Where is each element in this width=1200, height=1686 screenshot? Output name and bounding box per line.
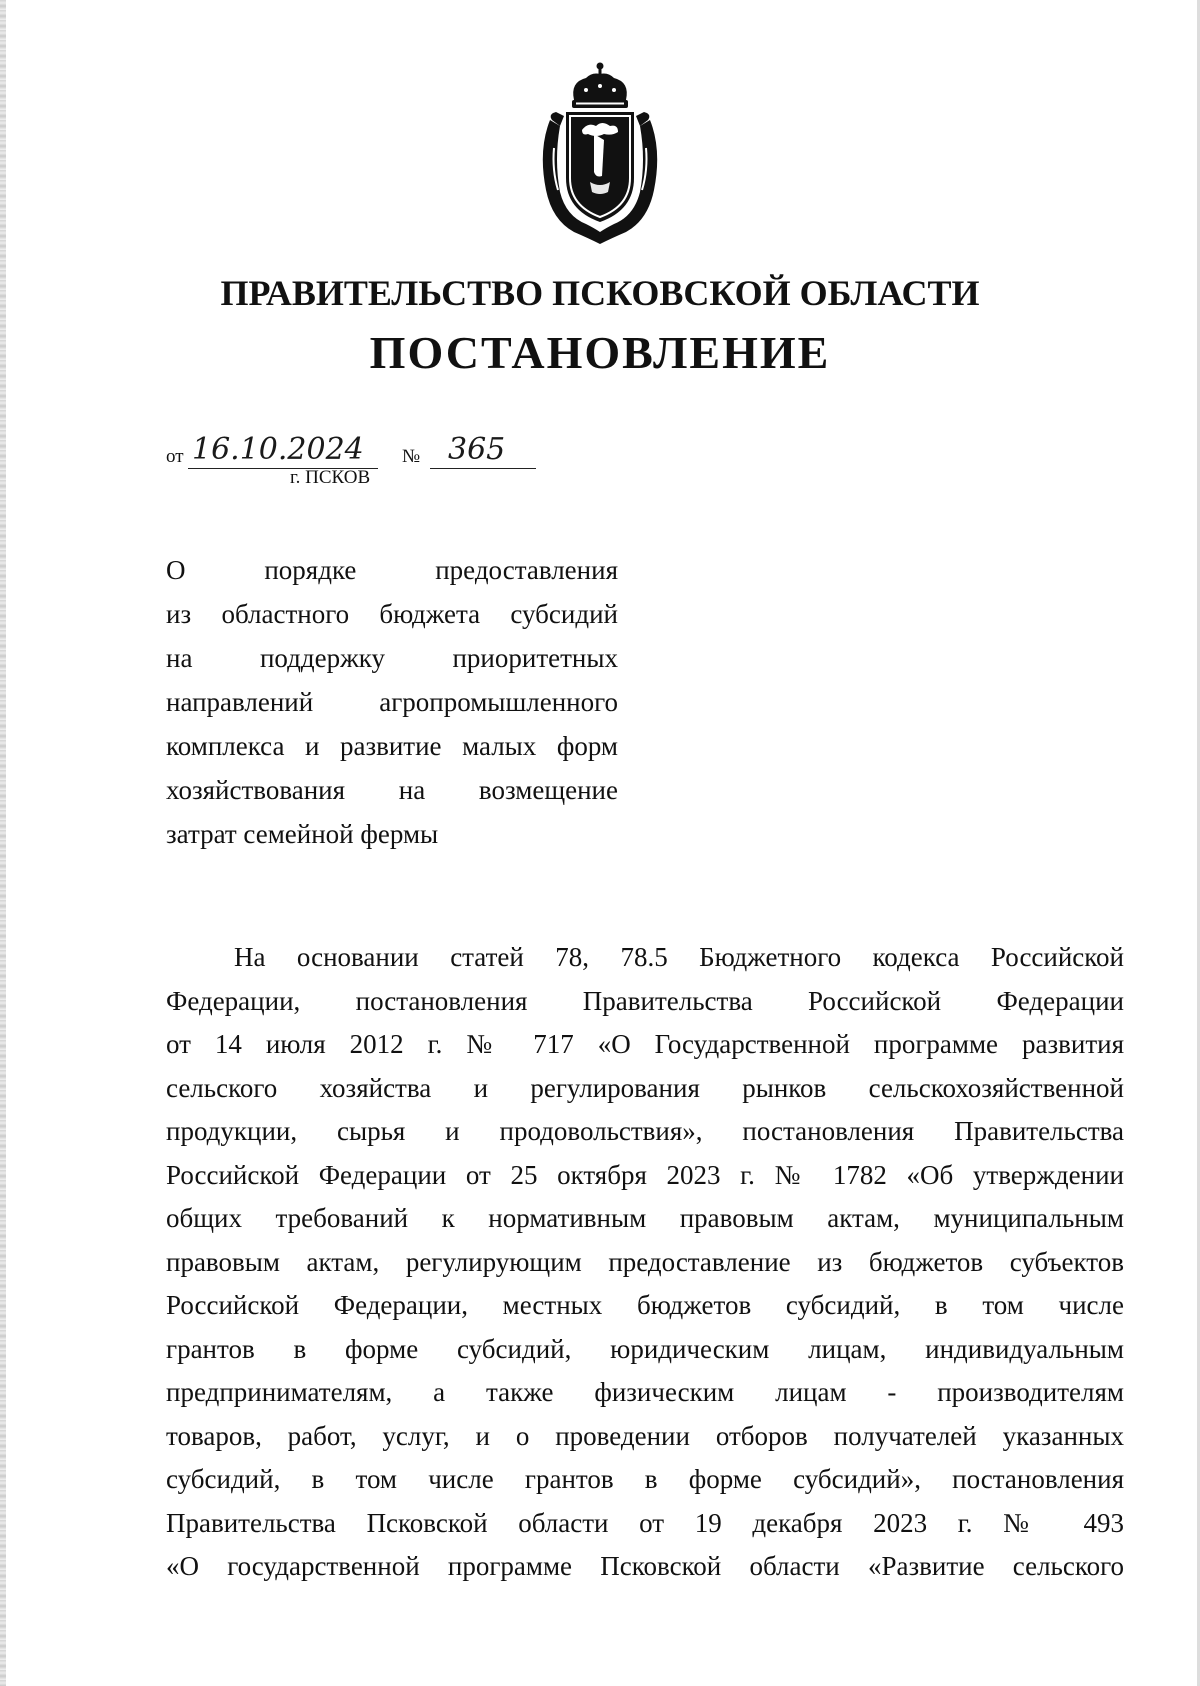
handwritten-date: 16.10.2024 [192, 432, 364, 467]
coat-of-arms-emblem [530, 60, 670, 245]
subject-line: О порядке предоставления [166, 555, 618, 585]
body-line: грантов в форме субсидий, юридическим лицам, индивидуальным [166, 1333, 1124, 1364]
scan-edge-left [0, 0, 6, 1686]
number-label: № [402, 446, 421, 467]
body-line: товаров, работ, услуг, и о проведении отборов получателей указанных [166, 1420, 1124, 1451]
subject-line: хозяйствования на возмещение [166, 775, 618, 805]
subject-line: направлений агропромышленного [166, 687, 618, 717]
from-label: от [166, 446, 184, 467]
organization-title: ПРАВИТЕЛЬСТВО ПСКОВСКОЙ ОБЛАСТИ [220, 273, 980, 313]
body-line: Российской Федерации, местных бюджетов субсидий, в том числе [166, 1290, 1124, 1320]
body-line: Правительства Псковской области от 19 декабря 2023 г. № 493 [166, 1507, 1124, 1538]
body-line: продукции, сырья и продовольствия», постановления Правительства [166, 1116, 1124, 1146]
city-label: г. ПСКОВ [290, 467, 371, 488]
subject-line: затрат семейной фермы [166, 819, 439, 849]
document-subject [166, 548, 618, 856]
body-line: от 14 июля 2012 г. № 717 «О Государственной программе развития [166, 1029, 1124, 1059]
subject-line: на поддержку приоритетных [166, 643, 618, 673]
body-line: субсидий, в том числе грантов в форме субсидий», постановления [166, 1464, 1124, 1494]
subject-line: комплекса и развитие малых форм [166, 731, 618, 761]
body-line: На основании статей 78, 78.5 Бюджетного кодекса Российской [234, 942, 1124, 972]
body-line: общих требований к нормативным правовым актам, муниципальным [166, 1203, 1124, 1233]
handwritten-number: 365 [448, 432, 506, 467]
body-line: правовым актам, регулирующим предоставление из бюджетов субъектов [166, 1246, 1124, 1277]
document-type-title: ПОСТАНОВЛЕНИЕ [369, 327, 831, 378]
body-line: предпринимателям, а также физическим лицам - производителям [166, 1377, 1124, 1407]
body-line: сельского хозяйства и регулирования рынков сельскохозяйственной [166, 1072, 1124, 1103]
body-line: «О государственной программе Псковской области «Развитие сельского [166, 1551, 1124, 1581]
subject-line: из областного бюджета субсидий [166, 599, 618, 629]
body-line: Федерации, постановления Правительства Российской Федерации [166, 985, 1124, 1016]
document-body [166, 936, 1124, 1589]
number-underline [430, 468, 536, 469]
body-line: Российской Федерации от 25 октября 2023 г. № 1782 «Об утверждении [166, 1159, 1124, 1190]
